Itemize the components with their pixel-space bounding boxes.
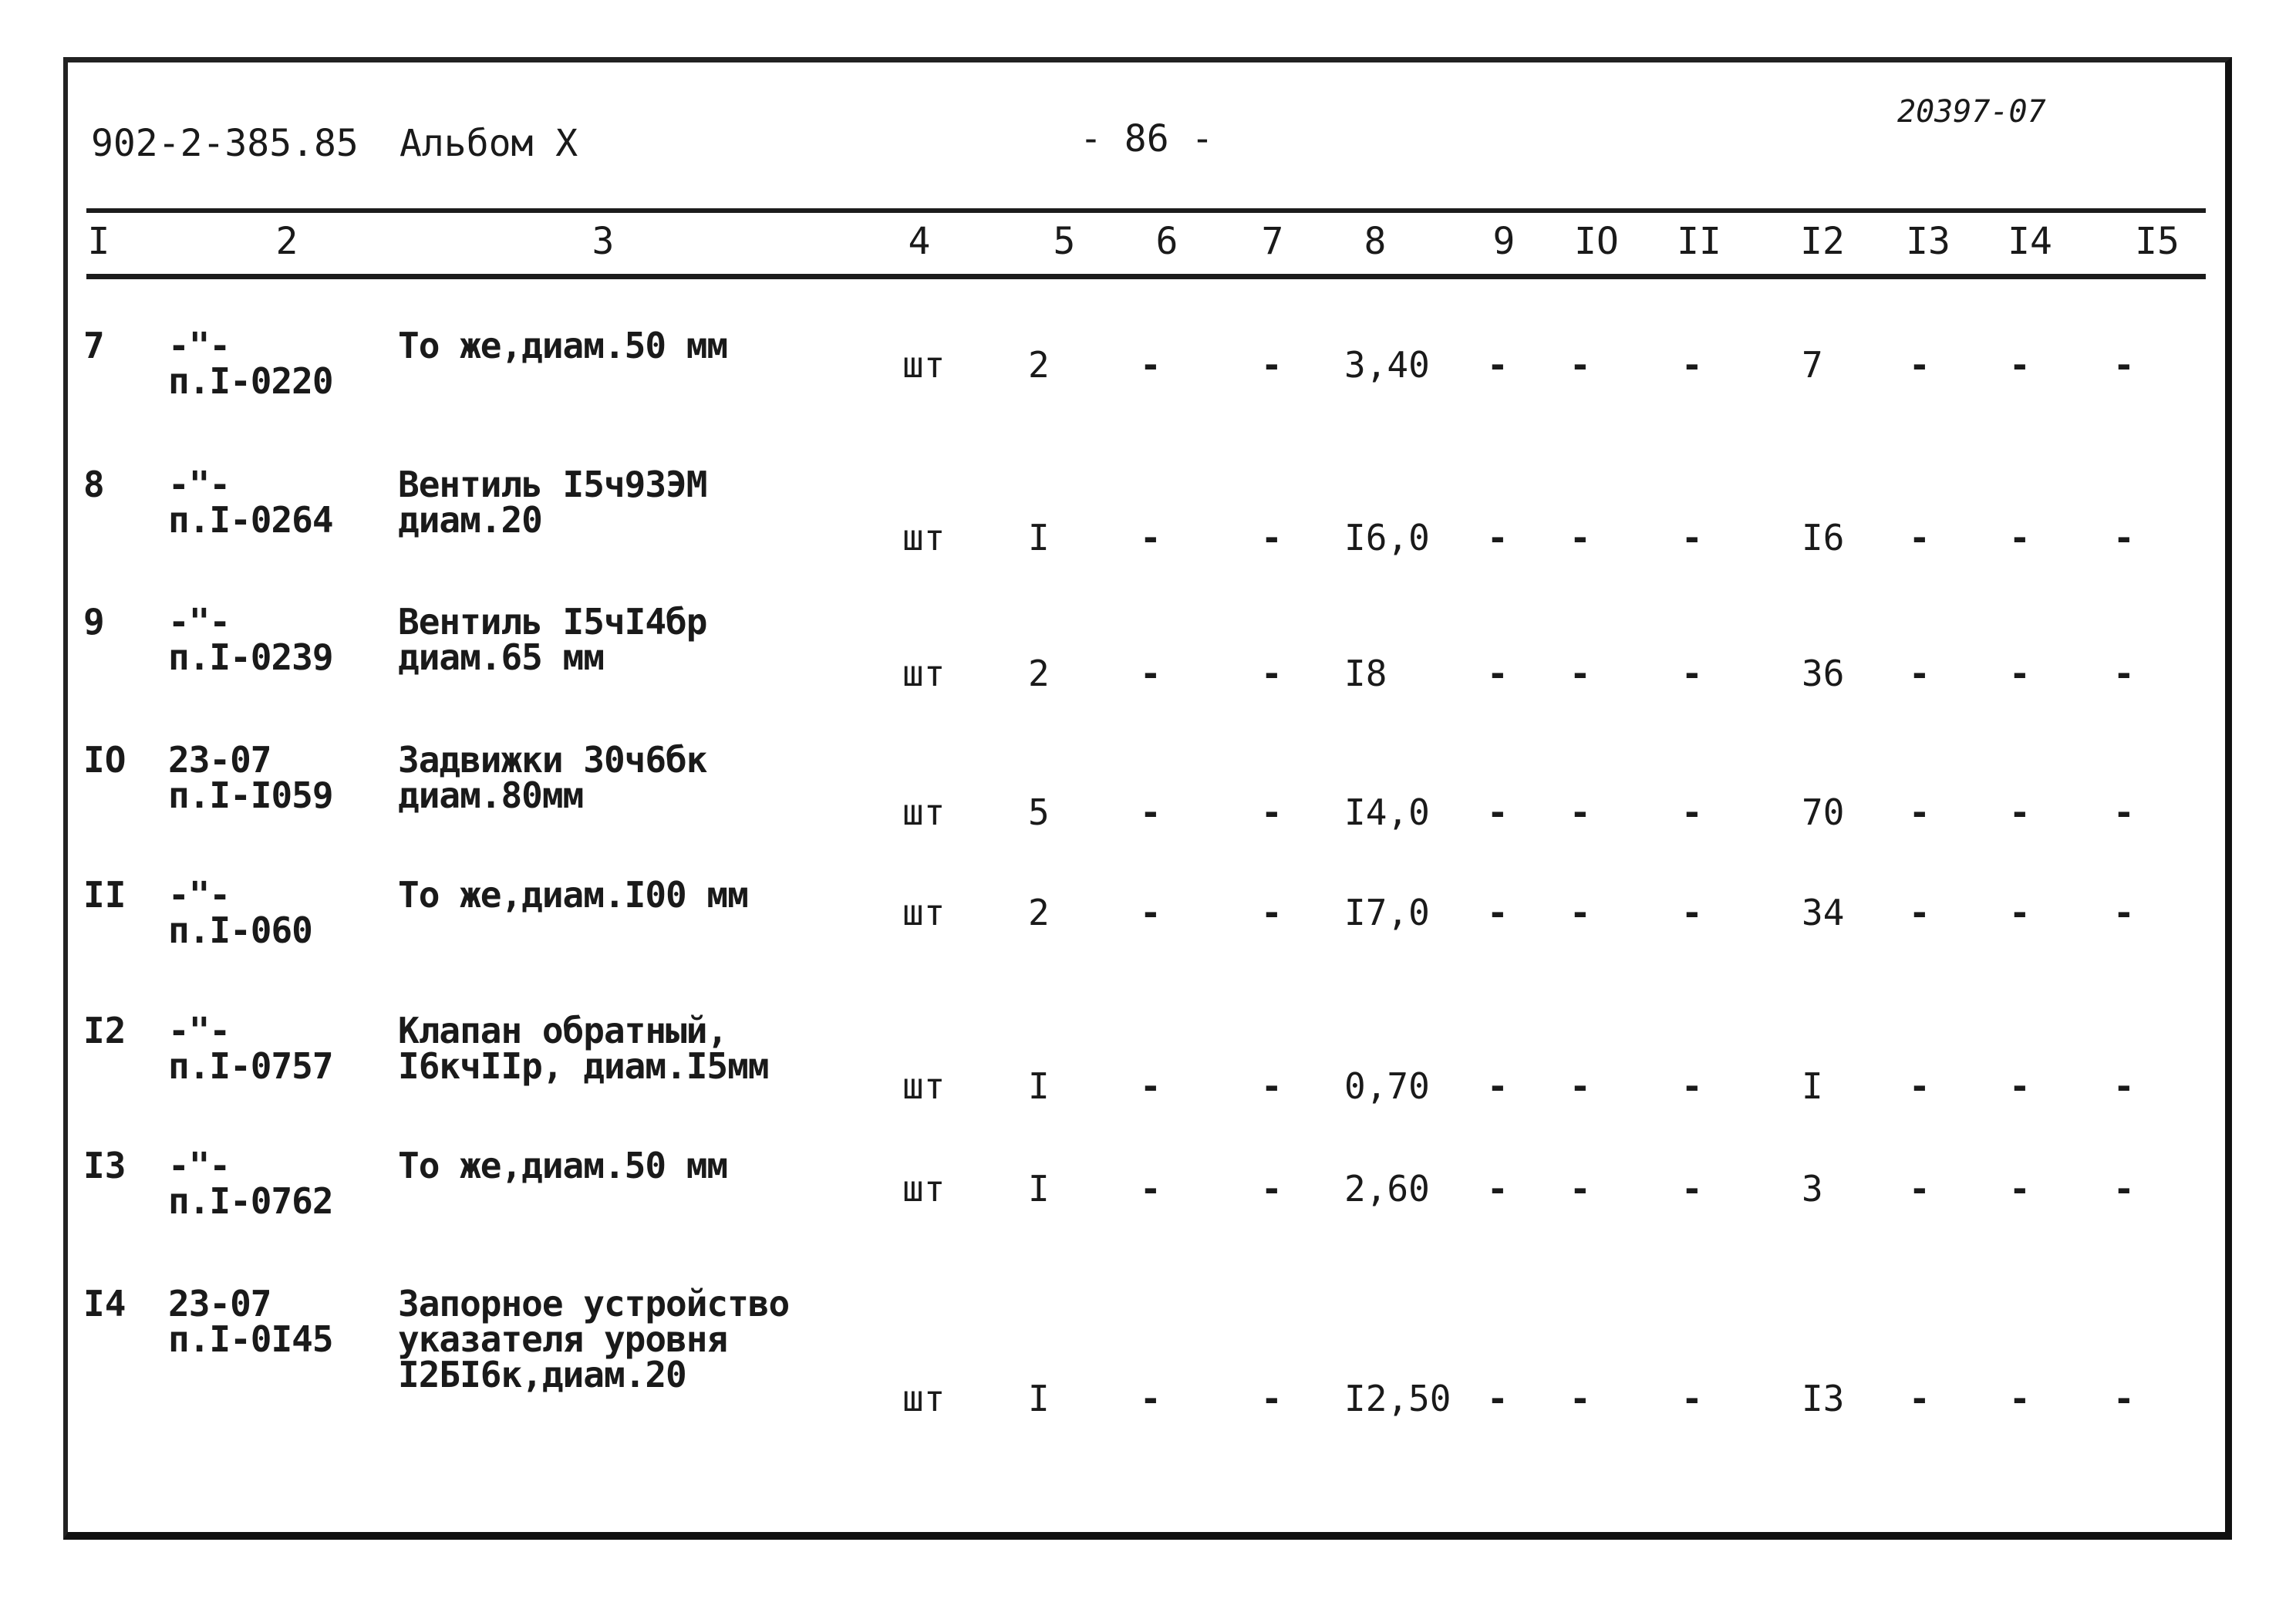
- cell-col-1: 7: [83, 325, 105, 366]
- cell-col-4: шт: [902, 344, 946, 386]
- column-number-7: 7: [1261, 220, 1284, 263]
- column-number-1: I: [87, 220, 110, 263]
- column-number-12: I2: [1800, 220, 1845, 263]
- column-number-11: II: [1677, 220, 1721, 263]
- cell-line: п.I-I059: [168, 774, 333, 816]
- cell-col-4: шт: [902, 1065, 946, 1107]
- cell-col-10: -: [1569, 1378, 1591, 1419]
- cell-col-8: I6,0: [1344, 517, 1430, 558]
- cell-col-11: -: [1681, 892, 1703, 933]
- cell-col-8: I8: [1344, 653, 1387, 694]
- cell-line: п.I-0220: [168, 360, 333, 402]
- page-number: - 86 -: [1080, 117, 1214, 160]
- cell-col-1: I3: [83, 1145, 126, 1186]
- cell-col-5: I: [1028, 1065, 1050, 1107]
- cell-line: п.I-0757: [168, 1045, 333, 1087]
- header-rule-bottom: [86, 274, 2206, 279]
- cell-line: п.I-0I45: [168, 1318, 333, 1360]
- cell-col-7: -: [1261, 1378, 1283, 1419]
- cell-col-7: -: [1261, 892, 1283, 933]
- cell-col-15: -: [2113, 344, 2135, 386]
- cell-col-2: [168, 464, 333, 541]
- column-number-9: 9: [1492, 220, 1515, 263]
- cell-col-9: -: [1487, 1065, 1509, 1107]
- cell-col-4: шт: [902, 517, 946, 558]
- cell-col-14: -: [2009, 517, 2031, 558]
- cell-col-3: [398, 601, 707, 678]
- cell-line: 23-07: [168, 1283, 271, 1324]
- cell-col-13: -: [1909, 1378, 1930, 1419]
- cell-col-3: [398, 325, 728, 366]
- column-number-3: 3: [592, 220, 615, 263]
- cell-col-9: -: [1487, 344, 1509, 386]
- cell-line: 23-07: [168, 739, 271, 781]
- cell-col-13: -: [1909, 344, 1930, 386]
- cell-col-11: -: [1681, 1065, 1703, 1107]
- cell-line: п.I-0239: [168, 636, 333, 678]
- cell-col-2: [168, 739, 333, 816]
- cell-col-3: [398, 874, 748, 916]
- cell-col-7: -: [1261, 1168, 1283, 1210]
- cell-line: п.I-0762: [168, 1180, 333, 1222]
- column-number-15: I5: [2135, 220, 2180, 263]
- cell-col-5: I: [1028, 1168, 1050, 1210]
- cell-col-10: -: [1569, 344, 1591, 386]
- cell-col-1: 9: [83, 601, 105, 643]
- cell-col-11: -: [1681, 1378, 1703, 1419]
- cell-line: Вентиль I5чI4бр: [398, 601, 707, 643]
- cell-col-15: -: [2113, 517, 2135, 558]
- cell-col-5: I: [1028, 1378, 1050, 1419]
- cell-col-9: -: [1487, 517, 1509, 558]
- cell-col-14: -: [2009, 1168, 2031, 1210]
- cell-col-12: I: [1802, 1065, 1823, 1107]
- column-number-10: IO: [1574, 220, 1619, 263]
- cell-col-7: -: [1261, 517, 1283, 558]
- cell-col-2: [168, 601, 333, 678]
- column-number-13: I3: [1906, 220, 1950, 263]
- cell-col-3: [398, 1010, 769, 1087]
- column-number-2: 2: [275, 220, 298, 263]
- cell-col-6: -: [1140, 1065, 1161, 1107]
- cell-col-6: -: [1140, 344, 1161, 386]
- cell-col-1: I2: [83, 1010, 126, 1051]
- cell-col-12: 7: [1802, 344, 1823, 386]
- cell-col-8: 2,60: [1344, 1168, 1430, 1210]
- cell-col-5: 2: [1028, 653, 1050, 694]
- cell-col-3: [398, 1283, 790, 1395]
- cell-col-7: -: [1261, 653, 1283, 694]
- cell-line: -"-: [168, 464, 231, 505]
- cell-col-11: -: [1681, 344, 1703, 386]
- cell-col-5: 5: [1028, 791, 1050, 833]
- cell-col-9: -: [1487, 653, 1509, 694]
- cell-line: -"-: [168, 874, 231, 916]
- cell-col-3: [398, 739, 707, 816]
- cell-line: Задвижки 30ч6бк: [398, 739, 707, 781]
- cell-col-10: -: [1569, 653, 1591, 694]
- cell-col-15: -: [2113, 1065, 2135, 1107]
- cell-col-14: -: [2009, 1378, 2031, 1419]
- cell-col-6: -: [1140, 892, 1161, 933]
- cell-col-5: I: [1028, 517, 1050, 558]
- cell-line: Запорное устройство: [398, 1283, 790, 1324]
- cell-col-6: -: [1140, 1168, 1161, 1210]
- cell-col-14: -: [2009, 1065, 2031, 1107]
- cell-col-2: [168, 325, 333, 402]
- cell-col-11: -: [1681, 791, 1703, 833]
- cell-col-6: -: [1140, 653, 1161, 694]
- cell-col-1: IO: [83, 739, 126, 781]
- cell-line: указателя уровня: [398, 1318, 728, 1360]
- cell-col-4: шт: [902, 791, 946, 833]
- cell-col-15: -: [2113, 1168, 2135, 1210]
- cell-col-12: 3: [1802, 1168, 1823, 1210]
- cell-col-13: -: [1909, 1065, 1930, 1107]
- cell-line: То же,диам.50 мм: [398, 325, 728, 366]
- cell-col-7: -: [1261, 344, 1283, 386]
- cell-col-11: -: [1681, 517, 1703, 558]
- cell-line: Вентиль I5ч93ЭМ: [398, 464, 707, 505]
- cell-col-8: I4,0: [1344, 791, 1430, 833]
- column-number-5: 5: [1053, 220, 1076, 263]
- cell-col-8: 0,70: [1344, 1065, 1430, 1107]
- cell-col-6: -: [1140, 791, 1161, 833]
- cell-line: п.I-0264: [168, 499, 333, 541]
- cell-col-14: -: [2009, 791, 2031, 833]
- cell-col-13: -: [1909, 892, 1930, 933]
- cell-col-10: -: [1569, 791, 1591, 833]
- cell-col-12: 36: [1802, 653, 1845, 694]
- cell-line: -"-: [168, 601, 231, 643]
- cell-col-9: -: [1487, 791, 1509, 833]
- cell-col-6: -: [1140, 1378, 1161, 1419]
- cell-col-15: -: [2113, 892, 2135, 933]
- cell-col-5: 2: [1028, 344, 1050, 386]
- cell-col-2: [168, 1283, 333, 1360]
- cell-col-10: -: [1569, 1065, 1591, 1107]
- album-title: Альбом X: [400, 122, 578, 165]
- cell-col-2: [168, 1145, 333, 1222]
- cell-col-2: [168, 1010, 333, 1087]
- cell-col-1: 8: [83, 464, 105, 505]
- cell-col-1: II: [83, 874, 126, 916]
- cell-col-13: -: [1909, 653, 1930, 694]
- cell-col-9: -: [1487, 892, 1509, 933]
- column-number-4: 4: [908, 220, 931, 263]
- cell-col-4: шт: [902, 892, 946, 933]
- cell-col-14: -: [2009, 892, 2031, 933]
- cell-col-8: 3,40: [1344, 344, 1430, 386]
- cell-col-12: 70: [1802, 791, 1845, 833]
- cell-col-1: I4: [83, 1283, 126, 1324]
- cell-col-13: -: [1909, 791, 1930, 833]
- cell-line: диам.20: [398, 499, 542, 541]
- cell-col-9: -: [1487, 1378, 1509, 1419]
- cell-line: -"-: [168, 325, 231, 366]
- column-number-14: I4: [2008, 220, 2052, 263]
- cell-col-10: -: [1569, 1168, 1591, 1210]
- cell-line: -"-: [168, 1010, 231, 1051]
- cell-line: I2БI6к,диам.20: [398, 1354, 686, 1395]
- cell-line: диам.65 мм: [398, 636, 604, 678]
- cell-line: То же,диам.50 мм: [398, 1145, 728, 1186]
- cell-col-8: I7,0: [1344, 892, 1430, 933]
- column-number-6: 6: [1155, 220, 1178, 263]
- cell-col-10: -: [1569, 517, 1591, 558]
- cell-col-12: I6: [1802, 517, 1845, 558]
- cell-col-4: шт: [902, 1168, 946, 1210]
- cell-col-12: 34: [1802, 892, 1845, 933]
- cell-col-7: -: [1261, 1065, 1283, 1107]
- cell-col-9: -: [1487, 1168, 1509, 1210]
- cell-col-12: I3: [1802, 1378, 1845, 1419]
- cell-col-5: 2: [1028, 892, 1050, 933]
- header-rule-top: [86, 208, 2206, 213]
- cell-col-15: -: [2113, 653, 2135, 694]
- cell-line: п.I-060: [168, 909, 312, 951]
- cell-col-7: -: [1261, 791, 1283, 833]
- cell-col-11: -: [1681, 653, 1703, 694]
- cell-col-8: I2,50: [1344, 1378, 1451, 1419]
- cell-line: То же,диам.I00 мм: [398, 874, 748, 916]
- cell-col-3: [398, 1145, 728, 1186]
- cell-col-13: -: [1909, 517, 1930, 558]
- cell-line: диам.80мм: [398, 774, 584, 816]
- cell-col-11: -: [1681, 1168, 1703, 1210]
- cell-col-4: шт: [902, 1378, 946, 1419]
- cell-col-14: -: [2009, 344, 2031, 386]
- document-code: 902-2-385.85: [91, 122, 359, 165]
- cell-line: -"-: [168, 1145, 231, 1186]
- cell-col-13: -: [1909, 1168, 1930, 1210]
- cell-line: I6кчIIр, диам.I5мм: [398, 1045, 769, 1087]
- sheet-stamp: 20397-07: [1897, 94, 2046, 130]
- cell-col-2: [168, 874, 312, 951]
- cell-col-15: -: [2113, 791, 2135, 833]
- cell-col-10: -: [1569, 892, 1591, 933]
- cell-col-4: шт: [902, 653, 946, 694]
- cell-col-15: -: [2113, 1378, 2135, 1419]
- cell-col-6: -: [1140, 517, 1161, 558]
- column-number-8: 8: [1364, 220, 1387, 263]
- cell-col-14: -: [2009, 653, 2031, 694]
- cell-col-3: [398, 464, 707, 541]
- cell-line: Клапан обратный,: [398, 1010, 728, 1051]
